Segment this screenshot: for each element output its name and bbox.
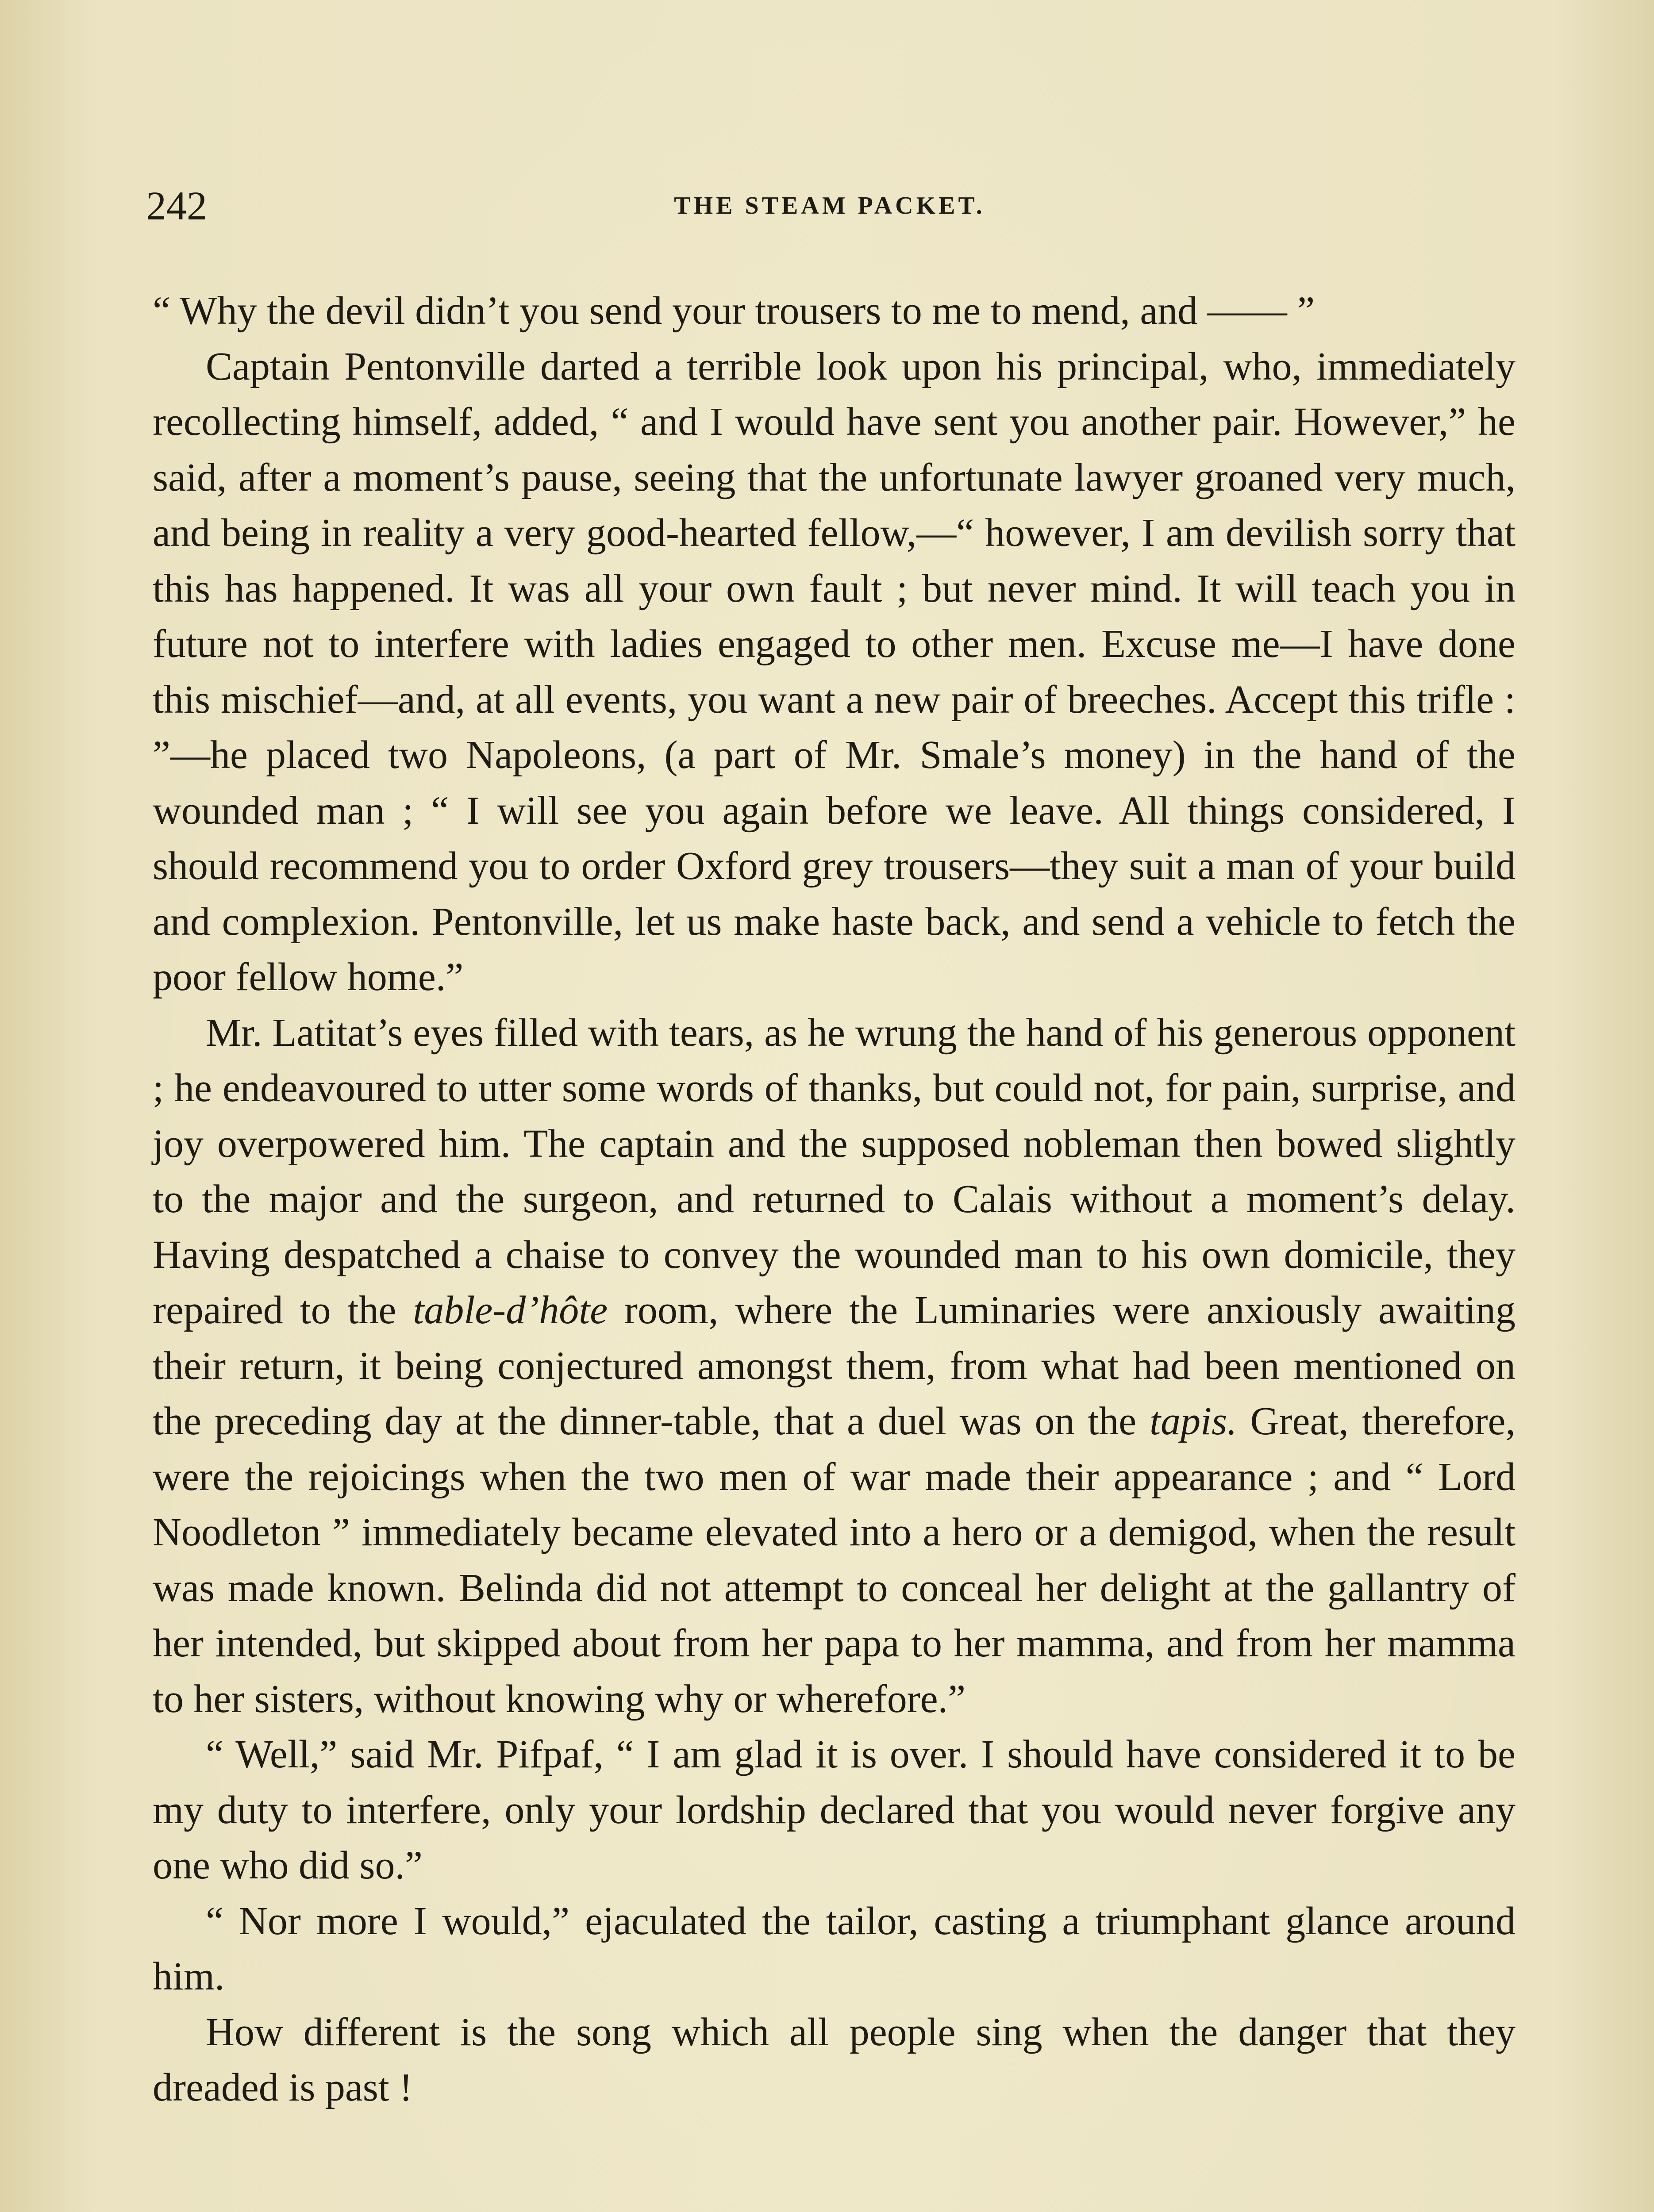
- paragraph-3-text-start: Mr. Latitat’s eyes filled with tears, as he wrung the hand of his generous opponent ; he endeavoured to utter some words of thanks, but could not, for pain, surprise, and joy overpowered him. The captain and the supposed nobleman then bowed slightly to the major and the surgeon, and returned to Calais without a moment’s delay. Having despatched a chaise to convey the wounded man to his own domicile, they repaired to the: [153, 1010, 1516, 1332]
- running-head: [146, 177, 1513, 234]
- paragraph-5: [153, 1893, 1516, 2005]
- running-title: THE STEAM PACKET.: [674, 192, 985, 219]
- paragraph-1: [153, 283, 1516, 339]
- paragraph-6-text: How different is the song which all people sing when the danger that they dreaded is past !: [153, 2010, 1516, 2109]
- paragraph-4-text: “ Well,” said Mr. Pifpaf, “ I am glad it is over. I should have considered it to be my duty to interfere, only your lordship declared that you would never forgive any one who did so.”: [153, 1732, 1516, 1887]
- paragraph-5-text: “ Nor more I would,” ejaculated the tailor, casting a triumphant glance around him.: [153, 1899, 1516, 1998]
- paragraph-3-text-end: Great, therefore, were the rejoicings when the two men of war made their appearance ; and “ Lord Noodleton ” immediately became elevated into a hero or a demigod, when the result was made known. Belinda did not attempt to conceal her delight at the gallantry of her intended, but skipped about from her papa to her mamma, and from her mamma to her sisters, without knowing why or wherefore.”: [153, 1399, 1516, 1721]
- italic-tapis: tapis.: [1150, 1399, 1237, 1443]
- paragraph-1-text: “ Why the devil didn’t you send your trousers to me to mend, and —— ”: [153, 289, 1315, 333]
- italic-table-d-hote: table-d’hôte: [413, 1288, 608, 1332]
- paragraph-2: [153, 339, 1516, 1005]
- paragraph-4: [153, 1727, 1516, 1893]
- page-number: 242: [146, 183, 207, 228]
- body-text: [153, 283, 1516, 2116]
- paragraph-6: [153, 2005, 1516, 2116]
- paragraph-3: [153, 1005, 1516, 1727]
- paragraph-2-text: Captain Pentonville darted a terrible look upon his principal, who, immediately recollecting himself, added, “ and I would have sent you another pair. However,” he said, after a moment’s pause, seeing that the unfortunate lawyer groaned very much, and being in reality a very good-hearted fellow,—“ however, I am devilish sorry that this has happened. It was all your own fault ; but never mind. It will teach you in future not to interfere with ladies engaged to other men. Excuse me—I have done this mischief—and, at all events, you want a new pair of breeches. Accept this trifle : ”—he placed two Napoleons, (a part of Mr. Smale’s money) in the hand of the wounded man ; “ I will see you again before we leave. All things considered, I should recommend you to order Oxford grey trousers—they suit a man of your build and complexion. Pentonville, let us make haste back, and send a vehicle to fetch the poor fellow home.”: [153, 344, 1516, 999]
- paragraph-3-text-middle: room, where the Luminaries were anxiously awaiting their return, it being conjectured amongst them, from what had been mentioned on the preceding day at the dinner-table, that a duel was on the: [153, 1288, 1516, 1443]
